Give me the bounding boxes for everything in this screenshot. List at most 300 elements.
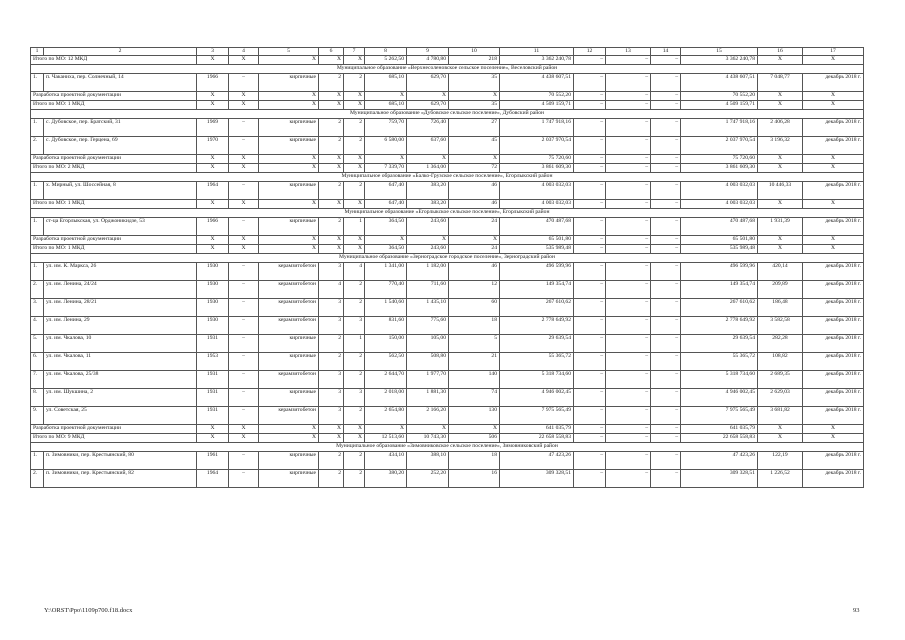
data-cell: 70 552,20	[500, 92, 574, 101]
data-cell: –	[651, 137, 681, 155]
data-cell: кирпичные	[259, 74, 319, 92]
data-cell: –	[574, 155, 606, 164]
data-cell: 641 035,79	[500, 425, 574, 434]
data-cell: X	[259, 101, 319, 110]
data-cell: 1 182,00	[407, 263, 449, 281]
data-cell: 7 975 565,49	[681, 407, 758, 425]
data-cell: –	[574, 164, 606, 173]
data-cell: 2 778 649,92	[500, 317, 574, 335]
data-cell: –	[229, 470, 259, 488]
table-row	[31, 74, 864, 92]
data-cell: –	[574, 281, 606, 299]
data-cell: –	[606, 389, 651, 407]
data-cell: 2	[319, 137, 344, 155]
address-cell: х. Мирный, ул. Шоссейная, 8	[44, 182, 197, 200]
data-cell: 831,60	[365, 317, 407, 335]
data-cell: 5	[449, 335, 500, 353]
data-cell: 1	[344, 218, 365, 236]
data-cell: 75 720,60	[681, 155, 758, 164]
row-number: 6.	[31, 353, 44, 371]
data-cell: 46	[449, 200, 500, 209]
data-cell: –	[606, 353, 651, 371]
data-cell: X	[803, 155, 864, 164]
row-label: Итого по МО: 1 МКД	[31, 245, 197, 254]
data-cell: 282,28	[758, 335, 803, 353]
row-number: 9.	[31, 407, 44, 425]
data-cell: 2 629,03	[758, 389, 803, 407]
data-cell: X	[803, 92, 864, 101]
data-cell: 5 318 734,60	[500, 371, 574, 389]
data-cell: X	[197, 56, 229, 65]
data-cell: –	[574, 425, 606, 434]
column-number: 12	[574, 48, 606, 56]
data-cell: 24	[449, 245, 500, 254]
total-row	[31, 245, 864, 254]
data-cell: 2	[319, 335, 344, 353]
data-cell: X	[803, 434, 864, 443]
data-cell: –	[606, 263, 651, 281]
data-cell: X	[259, 425, 319, 434]
data-cell: –	[651, 101, 681, 110]
data-cell: X	[758, 92, 803, 101]
due-date-cell: декабрь 2018 г.	[803, 299, 864, 317]
data-cell: X	[758, 200, 803, 209]
data-cell: 309 328,51	[500, 470, 574, 488]
data-cell: 1930	[197, 299, 229, 317]
data-cell: –	[229, 353, 259, 371]
data-cell: 24	[449, 218, 500, 236]
data-cell: –	[651, 335, 681, 353]
row-number: 3.	[31, 299, 44, 317]
data-cell: 1931	[197, 335, 229, 353]
data-cell: 6 580,00	[365, 137, 407, 155]
address-cell: ул. им. К. Маркса, 26	[44, 263, 197, 281]
section-heading-row	[31, 65, 864, 74]
data-cell: керамзитобетон	[259, 263, 319, 281]
data-cell: –	[606, 407, 651, 425]
due-date-cell: декабрь 2018 г.	[803, 452, 864, 470]
address-cell: ул. им. Ленина, 24/24	[44, 281, 197, 299]
row-number: 1.	[31, 263, 44, 281]
data-cell: –	[574, 389, 606, 407]
data-cell: 2 689,35	[758, 371, 803, 389]
data-cell: –	[651, 119, 681, 137]
data-cell: X	[319, 164, 344, 173]
data-cell: 3 861 609,30	[500, 164, 574, 173]
address-cell: п. Зимовники, пер. Крестьянский, 82	[44, 470, 197, 488]
data-cell: 2	[344, 371, 365, 389]
data-cell: X	[344, 164, 365, 173]
data-cell: –	[574, 407, 606, 425]
data-cell: 641 035,79	[681, 425, 758, 434]
data-cell: 2	[319, 74, 344, 92]
data-cell: 4 003 032,03	[681, 200, 758, 209]
address-cell: ул. им. Ленина, 28/21	[44, 299, 197, 317]
data-cell: 470 487,68	[500, 218, 574, 236]
data-cell: X	[319, 425, 344, 434]
section-heading-row	[31, 110, 864, 119]
data-cell: 3 362 240,78	[500, 56, 574, 65]
data-cell: X	[758, 434, 803, 443]
data-cell: X	[197, 245, 229, 254]
data-cell: 2	[319, 470, 344, 488]
data-cell: X	[197, 92, 229, 101]
data-cell: X	[319, 200, 344, 209]
data-cell: X	[365, 155, 407, 164]
data-cell: 1 931,39	[758, 218, 803, 236]
data-cell: 434,10	[365, 452, 407, 470]
data-cell: X	[344, 101, 365, 110]
data-cell: –	[606, 200, 651, 209]
table-row	[31, 317, 864, 335]
data-cell: 1930	[197, 317, 229, 335]
address-cell: ст-ца Егорлыкская, ул. Орджоникидзе, 53	[44, 218, 197, 236]
column-number: 14	[651, 48, 681, 56]
data-cell: X	[259, 245, 319, 254]
data-cell: 3	[319, 389, 344, 407]
due-date-cell: декабрь 2018 г.	[803, 470, 864, 488]
data-cell: 2	[344, 281, 365, 299]
data-cell: –	[651, 56, 681, 65]
data-cell: 75 720,60	[500, 155, 574, 164]
row-label: Итого по МО: 2 МКД	[31, 164, 197, 173]
data-cell: –	[651, 452, 681, 470]
data-cell: –	[574, 434, 606, 443]
data-cell: 2 018,00	[365, 389, 407, 407]
data-cell: –	[651, 425, 681, 434]
data-cell: керамзитобетон	[259, 371, 319, 389]
data-cell: 1	[344, 335, 365, 353]
data-cell: X	[803, 56, 864, 65]
data-cell: 2 654,80	[365, 407, 407, 425]
data-cell: X	[758, 425, 803, 434]
data-cell: 4 438 607,51	[500, 74, 574, 92]
data-cell: 3 861 609,30	[681, 164, 758, 173]
data-cell: –	[574, 317, 606, 335]
data-cell: –	[229, 119, 259, 137]
data-cell: 3	[319, 263, 344, 281]
data-cell: X	[229, 425, 259, 434]
data-cell: 1 881,30	[407, 389, 449, 407]
address-cell: п. Зимовники, пер. Крестьянский, 80	[44, 452, 197, 470]
row-number: 2.	[31, 137, 44, 155]
data-cell: –	[606, 74, 651, 92]
data-cell: X	[344, 92, 365, 101]
data-cell: –	[606, 56, 651, 65]
data-cell: 2	[344, 470, 365, 488]
data-cell: кирпичные	[259, 182, 319, 200]
data-cell: 2 644,70	[365, 371, 407, 389]
design-docs-row	[31, 92, 864, 101]
table-row	[31, 452, 864, 470]
data-cell: –	[229, 263, 259, 281]
row-number: 1.	[31, 74, 44, 92]
data-cell: 2 037 970,54	[500, 137, 574, 155]
data-cell: кирпичные	[259, 218, 319, 236]
data-cell: –	[606, 92, 651, 101]
data-cell: 130	[449, 407, 500, 425]
data-cell: 46	[449, 182, 500, 200]
data-cell: X	[407, 425, 449, 434]
data-cell: X	[229, 434, 259, 443]
data-cell: X	[407, 92, 449, 101]
data-cell: –	[574, 218, 606, 236]
design-docs-row	[31, 236, 864, 245]
data-cell: 7 975 565,49	[500, 407, 574, 425]
data-cell: –	[606, 137, 651, 155]
data-cell: X	[319, 434, 344, 443]
data-cell: –	[574, 137, 606, 155]
data-cell: 4 509 159,71	[681, 101, 758, 110]
data-cell: 21	[449, 353, 500, 371]
data-cell: 55 365,72	[500, 353, 574, 371]
data-cell: 2	[344, 182, 365, 200]
data-cell: X	[758, 101, 803, 110]
data-cell: 60	[449, 299, 500, 317]
data-cell: –	[574, 236, 606, 245]
column-number: 8	[365, 48, 407, 56]
data-cell: 1961	[197, 452, 229, 470]
data-cell: 1964	[197, 470, 229, 488]
address-cell: ул. им. Чкалова, 25/38	[44, 371, 197, 389]
data-cell: 364,50	[365, 245, 407, 254]
data-cell: 18	[449, 452, 500, 470]
table-row	[31, 218, 864, 236]
data-cell: 2	[344, 452, 365, 470]
data-cell: X	[259, 155, 319, 164]
data-cell: кирпичные	[259, 470, 319, 488]
data-cell: 3 362 240,78	[681, 56, 758, 65]
section-heading: Муниципальное образование «Зерноградское городское поселение», Зерноградский район	[31, 254, 864, 263]
data-cell: кирпичные	[259, 389, 319, 407]
data-cell: –	[606, 299, 651, 317]
due-date-cell: декабрь 2018 г.	[803, 281, 864, 299]
data-cell: керамзитобетон	[259, 299, 319, 317]
due-date-cell: декабрь 2018 г.	[803, 218, 864, 236]
row-number: 4.	[31, 317, 44, 335]
data-cell: –	[606, 155, 651, 164]
data-cell: X	[197, 434, 229, 443]
data-cell: X	[758, 164, 803, 173]
data-cell: –	[606, 335, 651, 353]
data-cell: –	[606, 452, 651, 470]
data-cell: X	[344, 200, 365, 209]
data-cell: керамзитобетон	[259, 317, 319, 335]
total-row	[31, 200, 864, 209]
data-cell: 243,60	[407, 218, 449, 236]
data-cell: X	[449, 92, 500, 101]
data-cell: 209,89	[758, 281, 803, 299]
data-cell: –	[574, 245, 606, 254]
data-cell: X	[803, 164, 864, 173]
data-cell: –	[651, 281, 681, 299]
data-cell: 726,40	[407, 119, 449, 137]
data-cell: –	[229, 281, 259, 299]
data-cell: X	[259, 200, 319, 209]
data-cell: 10 743,30	[407, 434, 449, 443]
data-cell: X	[259, 236, 319, 245]
data-cell: X	[197, 200, 229, 209]
data-cell: X	[803, 101, 864, 110]
row-number: 5.	[31, 335, 44, 353]
data-cell: –	[606, 371, 651, 389]
data-cell: 508,80	[407, 353, 449, 371]
data-cell: 629,70	[407, 101, 449, 110]
data-cell: X	[319, 92, 344, 101]
data-cell: –	[574, 452, 606, 470]
table-row	[31, 119, 864, 137]
data-cell: 1 364,00	[407, 164, 449, 173]
data-cell: 647,40	[365, 182, 407, 200]
data-cell: 12 513,60	[365, 434, 407, 443]
data-cell: X	[344, 245, 365, 254]
table-row	[31, 389, 864, 407]
row-number: 1.	[31, 452, 44, 470]
section-heading: Муниципальное образование «Верхнесоленовское сельское поселение», Веселовский район	[31, 65, 864, 74]
data-cell: –	[574, 182, 606, 200]
data-cell: –	[229, 218, 259, 236]
data-cell: –	[229, 182, 259, 200]
address-cell: с. Дубовское, пер. Герцена, 69	[44, 137, 197, 155]
data-cell: кирпичные	[259, 137, 319, 155]
data-cell: 3	[344, 317, 365, 335]
data-cell: –	[651, 263, 681, 281]
column-number: 15	[681, 48, 758, 56]
data-cell: 149 354,74	[500, 281, 574, 299]
address-cell: ул. Советская, 25	[44, 407, 197, 425]
data-cell: 1930	[197, 263, 229, 281]
data-cell: –	[229, 317, 259, 335]
row-label: Итого по МО: 12 МКД	[31, 56, 197, 65]
data-cell: X	[229, 245, 259, 254]
data-cell: кирпичные	[259, 119, 319, 137]
table-row	[31, 371, 864, 389]
data-cell: –	[651, 470, 681, 488]
data-cell: кирпичные	[259, 335, 319, 353]
data-cell: X	[803, 425, 864, 434]
column-number: 9	[407, 48, 449, 56]
data-cell: X	[197, 425, 229, 434]
data-cell: 22 658 558,83	[681, 434, 758, 443]
page-number: 93	[853, 607, 860, 614]
data-cell: 1966	[197, 74, 229, 92]
data-cell: –	[651, 200, 681, 209]
data-cell: 108,82	[758, 353, 803, 371]
data-cell: X	[229, 155, 259, 164]
data-cell: 3 681,82	[758, 407, 803, 425]
due-date-cell: декабрь 2018 г.	[803, 407, 864, 425]
data-cell: –	[574, 92, 606, 101]
data-cell: X	[344, 236, 365, 245]
data-cell: 5 262,50	[365, 56, 407, 65]
data-cell: 562,50	[365, 353, 407, 371]
data-cell: X	[407, 236, 449, 245]
data-cell: 18	[449, 317, 500, 335]
data-cell: 388,10	[407, 452, 449, 470]
data-cell: 383,20	[407, 200, 449, 209]
data-cell: 2 778 649,92	[681, 317, 758, 335]
data-cell: 309 328,51	[681, 470, 758, 488]
data-cell: 140	[449, 371, 500, 389]
due-date-cell: декабрь 2018 г.	[803, 74, 864, 92]
data-cell: 29 639,54	[681, 335, 758, 353]
data-cell: –	[606, 281, 651, 299]
design-docs-row	[31, 155, 864, 164]
data-cell: –	[229, 335, 259, 353]
data-cell: –	[606, 119, 651, 137]
data-cell: 364,50	[365, 218, 407, 236]
data-cell: –	[229, 371, 259, 389]
data-cell: X	[803, 236, 864, 245]
data-cell: 3	[319, 299, 344, 317]
column-number: 13	[606, 48, 651, 56]
data-cell: 1964	[197, 182, 229, 200]
data-cell: 10 446,33	[758, 182, 803, 200]
data-cell: –	[574, 74, 606, 92]
data-cell: –	[574, 470, 606, 488]
data-cell: X	[758, 56, 803, 65]
data-cell: 252,20	[407, 470, 449, 488]
data-cell: X	[229, 101, 259, 110]
data-cell: –	[574, 371, 606, 389]
data-cell: 150,00	[365, 335, 407, 353]
data-cell: 1931	[197, 371, 229, 389]
table-row	[31, 353, 864, 371]
data-cell: 1 977,70	[407, 371, 449, 389]
housing-repair-table	[30, 47, 864, 488]
data-cell: 3	[344, 389, 365, 407]
data-cell: 1931	[197, 389, 229, 407]
data-cell: 2	[344, 137, 365, 155]
data-cell: –	[574, 101, 606, 110]
data-cell: 2 037 970,54	[681, 137, 758, 155]
due-date-cell: декабрь 2018 г.	[803, 263, 864, 281]
data-cell: X	[319, 245, 344, 254]
data-cell: –	[574, 299, 606, 317]
address-cell: ул. им. Чкалова, 11	[44, 353, 197, 371]
data-cell: 2	[344, 407, 365, 425]
section-heading-row	[31, 443, 864, 452]
data-cell: 45	[449, 137, 500, 155]
total-row	[31, 101, 864, 110]
row-number: 7.	[31, 371, 44, 389]
data-cell: 4 509 159,71	[500, 101, 574, 110]
section-heading-row	[31, 173, 864, 182]
data-cell: X	[803, 245, 864, 254]
data-cell: 55 365,72	[681, 353, 758, 371]
data-cell: 35	[449, 101, 500, 110]
data-cell: X	[229, 56, 259, 65]
table-row	[31, 182, 864, 200]
data-cell: –	[651, 299, 681, 317]
data-cell: 74	[449, 389, 500, 407]
due-date-cell: декабрь 2018 г.	[803, 119, 864, 137]
data-cell: керамзитобетон	[259, 407, 319, 425]
address-cell: ул. им. Чкалова, 10	[44, 335, 197, 353]
data-cell: 2	[344, 74, 365, 92]
data-cell: –	[651, 74, 681, 92]
address-cell: ул. им. Шукшина, 2	[44, 389, 197, 407]
due-date-cell: декабрь 2018 г.	[803, 389, 864, 407]
data-cell: кирпичные	[259, 452, 319, 470]
data-cell: –	[651, 155, 681, 164]
data-cell: X	[197, 164, 229, 173]
data-cell: 2	[344, 353, 365, 371]
data-cell: 496 599,96	[681, 263, 758, 281]
data-cell: –	[651, 236, 681, 245]
row-number: 2.	[31, 470, 44, 488]
data-cell: –	[574, 263, 606, 281]
